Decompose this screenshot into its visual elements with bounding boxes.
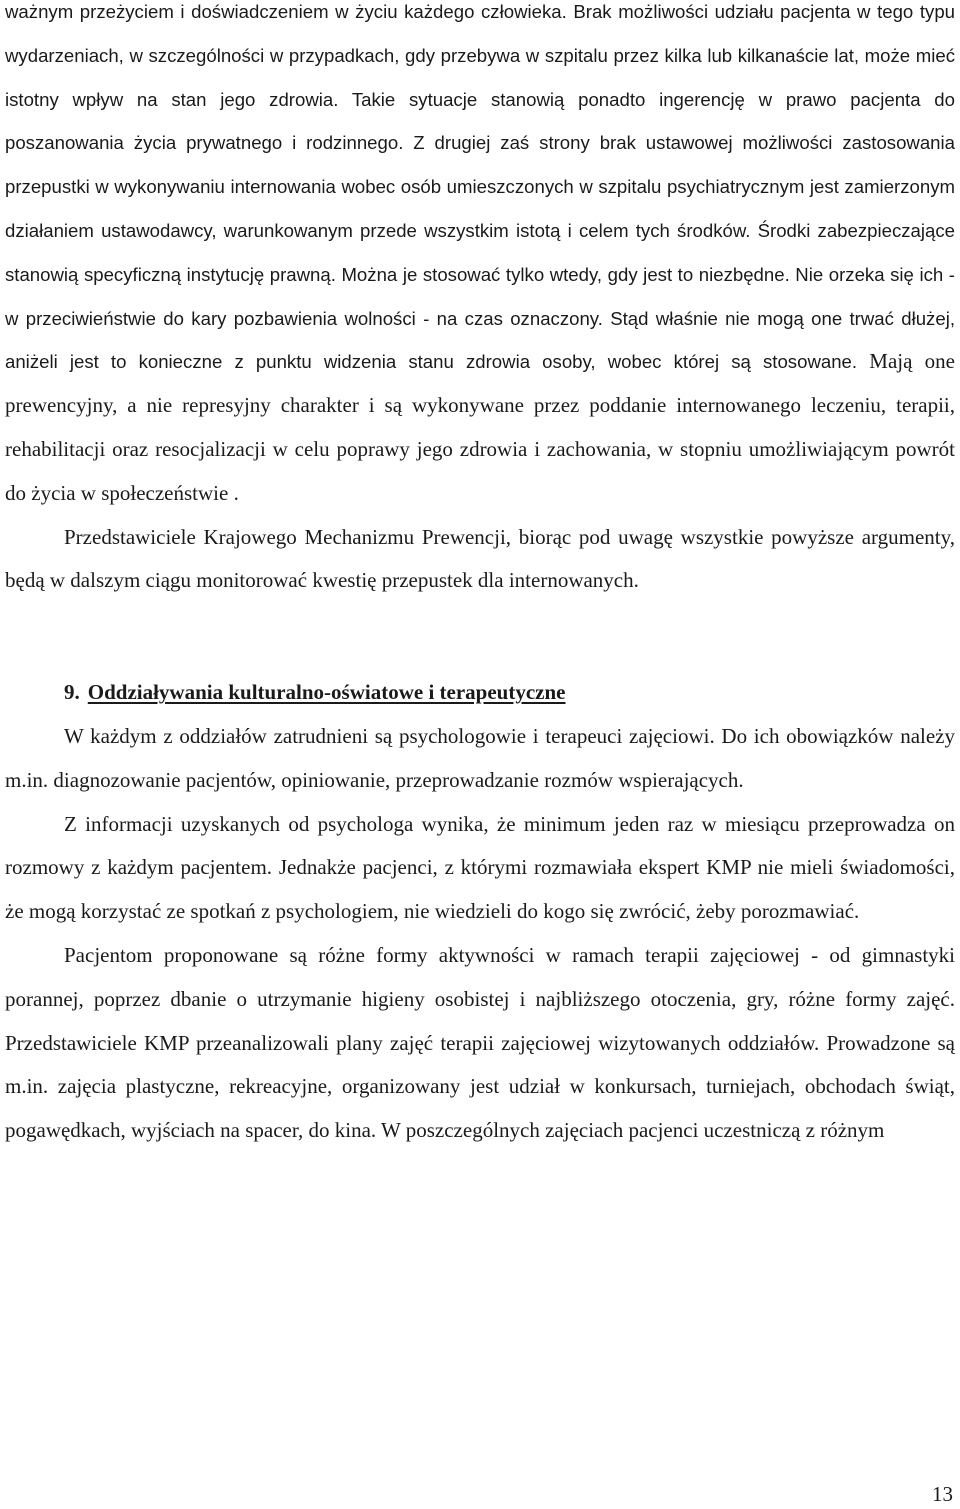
paragraph-serif-segment: Mają one prewencyjny, a nie represyjny charakter i są wykonywane przez poddanie internowanego leczeniu, terapii, rehabilitacji oraz resocjalizacji w celu poprawy jego zdrowia i zachowania, w stopniu umożliwiającym powrót do życia w społeczeństwie . (5, 349, 955, 505)
section-spacer (5, 603, 955, 671)
paragraph-continuation (5, 0, 955, 516)
paragraph-psychologist: Z informacji uzyskanych od psychologa wynika, że minimum jeden raz w miesiącu przeprowadza on rozmowy z każdym pacjentem. Jednakże pacjenci, z którymi rozmawiała ekspert KMP nie mieli świadomości, że mogą korzystać ze spotkań z psychologiem, nie wiedzieli do kogo się zwrócić, żeby porozmawiać. (5, 811, 955, 924)
paragraph-kmp-monitoring: Przedstawiciele Krajowego Mechanizmu Prewencji, biorąc pod uwagę wszystkie powyższe argumenty, będą w dalszym ciągu monitorować kwestię przepustek dla internowanych. (5, 524, 955, 593)
paragraph-activities: Pacjentom proponowane są różne formy aktywności w ramach terapii zajęciowej - od gimnastyki porannej, poprzez dbanie o utrzymanie higieny osobistej i najbliższego otoczenia, gry, różne formy zajęć. Przedstawiciele KMP przeanalizowali plany zajęć terapii zajęciowej wizytowanych oddziałów. Prowadzone są m.in. zajęcia plastyczne, rekreacyjne, organizowany jest udział w konkursach, turniejach, obchodach świąt, pogawędkach, wyjściach na spacer, do kina. W poszczególnych zajęciach pacjenci uczestniczą z różnym (5, 942, 955, 1143)
section-title: Oddziaływania kulturalno-oświatowe i terapeutyczne (87, 680, 566, 705)
paragraph-sans-segment: ważnym przeżyciem i doświadczeniem w życiu każdego człowieka. Brak możliwości udziału pacjenta w tego typu wydarzeniach, w szczególności w przypadkach, gdy przebywa w szpitalu przez kilka lub kilkanaście lat, może mieć istotny wpływ na stan jego zdrowia. Takie sytuacje stanowią ponadto ingerencję w prawo pacjenta do poszanowania życia prywatnego i rodzinnego. Z drugiej zaś strony brak ustawowej możliwości zastosowania przepustki w wykonywaniu internowania wobec osób umieszczonych w szpitalu psychiatrycznym jest zamierzonym działaniem ustawodawcy, warunkowanym przede wszystkim istotą i celem tych środków. Środki zabezpieczające stanowią specyficzną instytucję prawną. Można je stosować tylko wtedy, gdy jest to niezbędne. Nie orzeka się ich - w przeciwieństwie do kary pozbawienia wolności - na czas oznaczony. Stąd właśnie nie mogą one trwać dłużej, aniżeli jest to konieczne z punktu widzenia stanu zdrowia osoby, wobec której są stosowane. (5, 1, 955, 373)
paragraph-staff: W każdym z oddziałów zatrudnieni są psychologowie i terapeuci zajęciowi. Do ich obowiązków należy m.in. diagnozowanie pacjentów, opiniowanie, przeprowadzanie rozmów wspierających. (5, 723, 955, 792)
section-heading (5, 671, 955, 715)
page-number: 13 (932, 1482, 953, 1506)
document-page (5, 0, 955, 1153)
section-number: 9. (64, 680, 80, 705)
